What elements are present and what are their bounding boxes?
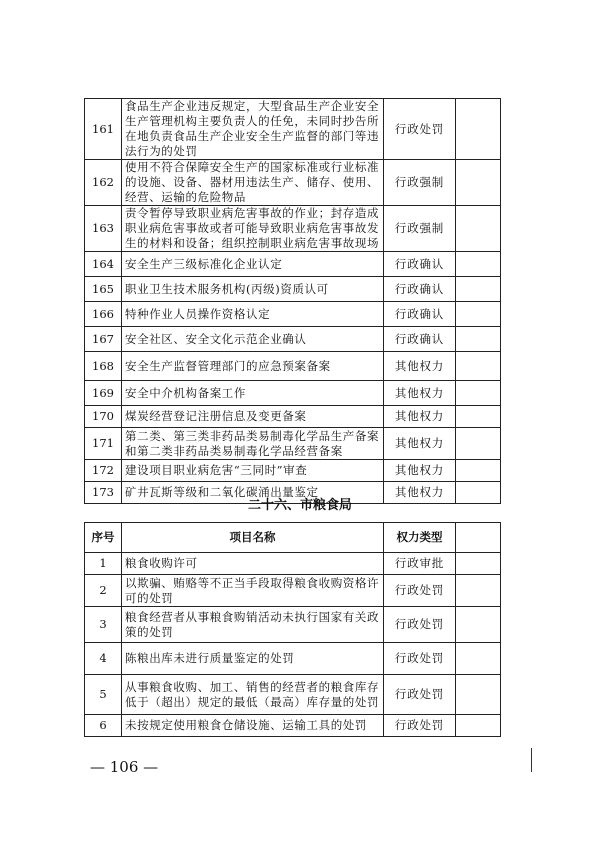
power-type: 行政确认 [384, 327, 456, 352]
blank-cell [456, 575, 501, 607]
row-number: 165 [85, 277, 122, 302]
power-type: 其他权力 [384, 428, 456, 460]
table-row [85, 160, 501, 206]
table-row [85, 99, 501, 160]
blank-cell [456, 302, 501, 327]
power-type: 行政处罚 [384, 607, 456, 643]
item-name: 安全社区、安全文化示范企业确认 [122, 327, 384, 352]
table-row [85, 302, 501, 327]
table-row [85, 428, 501, 460]
item-name: 矿井瓦斯等级和二氧化碳涌出量鉴定 [122, 482, 384, 504]
header-power-type: 权力类型 [384, 523, 456, 553]
blank-cell [456, 99, 501, 160]
table-row [85, 715, 501, 737]
item-name: 特种作业人员操作资格认定 [122, 302, 384, 327]
blank-cell [456, 715, 501, 737]
blank-cell [456, 607, 501, 643]
row-number: 169 [85, 381, 122, 406]
item-name: 食品生产企业违反规定，大型食品生产企业安全生产管理机构主要负责人的任免，未同时抄告所在地负责食品生产企业安全生产监督的部门等违法行为的处罚 [122, 99, 384, 160]
margin-line [531, 748, 532, 772]
row-number: 3 [85, 607, 122, 643]
item-name: 未按规定使用粮食仓储设施、运输工具的处罚 [122, 715, 384, 737]
row-number: 168 [85, 352, 122, 381]
row-number: 4 [85, 643, 122, 675]
item-name: 煤炭经营登记注册信息及变更备案 [122, 406, 384, 428]
table-row [85, 277, 501, 302]
table-row [85, 406, 501, 428]
blank-cell [456, 406, 501, 428]
row-number: 166 [85, 302, 122, 327]
blank-cell [456, 643, 501, 675]
power-type: 其他权力 [384, 482, 456, 504]
header-number: 序号 [85, 523, 122, 553]
table-row [85, 553, 501, 575]
table-row [85, 675, 501, 715]
item-name: 粮食经营者从事粮食购销活动未执行国家有关政策的处罚 [122, 607, 384, 643]
row-number: 167 [85, 327, 122, 352]
power-type: 行政处罚 [384, 675, 456, 715]
blank-cell [456, 327, 501, 352]
power-type: 行政确认 [384, 252, 456, 277]
item-name: 粮食收购许可 [122, 553, 384, 575]
page-number: — 106 — [90, 758, 159, 776]
header-blank [456, 523, 501, 553]
item-name: 安全生产监督管理部门的应急预案备案 [122, 352, 384, 381]
blank-cell [456, 553, 501, 575]
row-number: 5 [85, 675, 122, 715]
row-number: 162 [85, 160, 122, 206]
power-type: 行政强制 [384, 206, 456, 252]
power-type: 行政强制 [384, 160, 456, 206]
power-type: 行政处罚 [384, 575, 456, 607]
power-type: 其他权力 [384, 381, 456, 406]
item-name: 使用不符合保障安全生产的国家标准或行业标准的设施、设备、器材用违法生产、储存、使用、经营、运输的危险物品 [122, 160, 384, 206]
table-row [85, 352, 501, 381]
row-number: 164 [85, 252, 122, 277]
table-row [85, 460, 501, 482]
row-number: 6 [85, 715, 122, 737]
table-header-row [85, 523, 501, 553]
grain-bureau-power-table [84, 522, 501, 737]
item-name: 建设项目职业病危害“三同时”审查 [122, 460, 384, 482]
blank-cell [456, 428, 501, 460]
table-row [85, 327, 501, 352]
blank-cell [456, 277, 501, 302]
blank-cell [456, 252, 501, 277]
power-type: 其他权力 [384, 352, 456, 381]
table-row [85, 206, 501, 252]
power-type: 行政处罚 [384, 643, 456, 675]
power-type: 行政处罚 [384, 99, 456, 160]
blank-cell [456, 460, 501, 482]
table-row [85, 643, 501, 675]
row-number: 170 [85, 406, 122, 428]
blank-cell [456, 160, 501, 206]
table-row [85, 252, 501, 277]
blank-cell [456, 675, 501, 715]
item-name: 以欺骗、贿赂等不正当手段取得粮食收购资格许可的处罚 [122, 575, 384, 607]
power-type: 其他权力 [384, 406, 456, 428]
table-row [85, 607, 501, 643]
header-item-name: 项目名称 [122, 523, 384, 553]
item-name: 责令暂停导致职业病危害事故的作业；封存造成职业病危害事故或者可能导致职业病危害事故发生的材料和设备；组织控制职业病危害事故现场 [122, 206, 384, 252]
power-type: 行政确认 [384, 277, 456, 302]
power-type: 行政确认 [384, 302, 456, 327]
item-name: 职业卫生技术服务机构(丙级)资质认可 [122, 277, 384, 302]
blank-cell [456, 381, 501, 406]
item-name: 陈粮出库未进行质量鉴定的处罚 [122, 643, 384, 675]
power-list-table-continued [84, 98, 501, 504]
power-type: 行政处罚 [384, 715, 456, 737]
row-number: 171 [85, 428, 122, 460]
item-name: 安全生产三级标准化企业认定 [122, 252, 384, 277]
row-number: 163 [85, 206, 122, 252]
power-type: 行政审批 [384, 553, 456, 575]
row-number: 172 [85, 460, 122, 482]
row-number: 2 [85, 575, 122, 607]
row-number: 161 [85, 99, 122, 160]
blank-cell [456, 352, 501, 381]
row-number: 1 [85, 553, 122, 575]
blank-cell [456, 206, 501, 252]
item-name: 第二类、第三类非药品类易制毒化学品生产备案和第二类非药品类易制毒化学品经营备案 [122, 428, 384, 460]
table-row [85, 575, 501, 607]
row-number: 173 [85, 482, 122, 504]
power-type: 其他权力 [384, 460, 456, 482]
item-name: 从事粮食收购、加工、销售的经营者的粮食库存低于（超出）规定的最低（最高）库存量的处罚 [122, 675, 384, 715]
table-row [85, 381, 501, 406]
item-name: 安全中介机构备案工作 [122, 381, 384, 406]
section-title: 二十六、市粮食局 [247, 498, 352, 513]
